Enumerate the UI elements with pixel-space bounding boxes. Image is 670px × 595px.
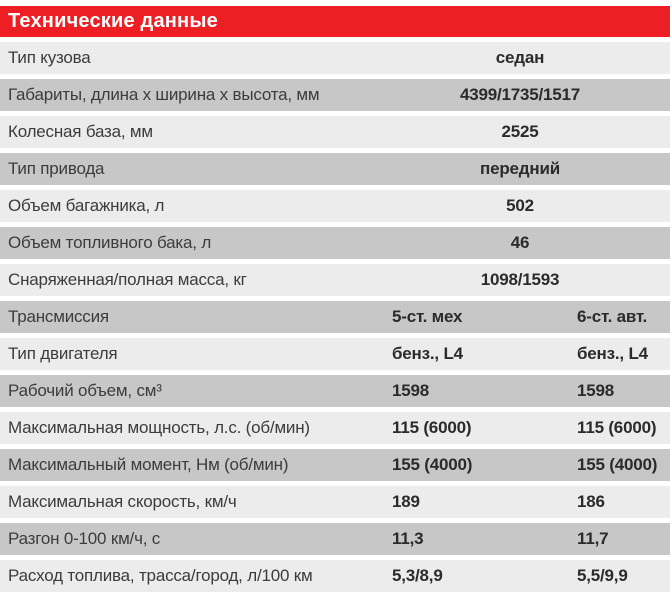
row-value: 502	[506, 196, 534, 215]
row-label: Колесная база, мм	[8, 122, 153, 141]
row-label: Тип привода	[8, 159, 105, 178]
row-label: Трансмиссия	[8, 307, 109, 326]
row-label: Разгон 0-100 км/ч, с	[8, 529, 161, 548]
row-value: 46	[510, 233, 530, 252]
row-value-manual: 189	[392, 492, 420, 511]
table-row	[0, 486, 670, 518]
table-row	[0, 153, 670, 185]
table-row	[0, 449, 670, 481]
row-label: Тип кузова	[8, 48, 91, 67]
table-row	[0, 227, 670, 259]
row-label: Рабочий объем, см³	[8, 381, 162, 400]
row-label: Объем багажника, л	[8, 196, 165, 215]
row-value-automatic: 1598	[577, 381, 615, 400]
table-row	[0, 42, 670, 74]
row-value-manual: бенз., L4	[392, 344, 463, 363]
row-label: Расход топлива, трасса/город, л/100 км	[8, 566, 313, 585]
row-value-automatic: 6-ст. авт.	[577, 307, 648, 326]
row-value: 1098/1593	[480, 270, 560, 289]
table-row	[0, 375, 670, 407]
table-row	[0, 412, 670, 444]
row-value: 2525	[501, 122, 539, 141]
row-value-automatic: 5,5/9,9	[577, 566, 628, 585]
table-row	[0, 190, 670, 222]
row-value-manual: 1598	[392, 381, 430, 400]
row-label: Снаряженная/полная масса, кг	[8, 270, 247, 289]
row-value-automatic: 155 (4000)	[577, 455, 658, 474]
row-label: Объем топливного бака, л	[8, 233, 212, 252]
row-value-manual: 155 (4000)	[392, 455, 473, 474]
table-row	[0, 116, 670, 148]
table-title: Технические данные	[8, 10, 218, 32]
row-label: Максимальный момент, Нм (об/мин)	[8, 455, 289, 474]
table-row	[0, 523, 670, 555]
row-value-manual: 11,3	[392, 529, 424, 548]
row-value-automatic: 11,7	[577, 529, 609, 548]
row-value-automatic: бенз., L4	[577, 344, 648, 363]
row-value-automatic: 115 (6000)	[577, 418, 657, 437]
table-row	[0, 79, 670, 111]
row-label: Тип двигателя	[8, 344, 118, 363]
row-value-automatic: 186	[577, 492, 605, 511]
row-value: 4399/1735/1517	[459, 85, 581, 104]
table-row	[0, 560, 670, 592]
table-title-bar	[0, 6, 670, 37]
row-label: Максимальная мощность, л.с. (об/мин)	[8, 418, 310, 437]
table-row	[0, 338, 670, 370]
row-label: Габариты, длина х ширина х высота, мм	[8, 85, 320, 104]
table-row	[0, 264, 670, 296]
row-value-manual: 5-ст. мех	[392, 307, 463, 326]
row-label: Максимальная скорость, км/ч	[8, 492, 237, 511]
row-value-manual: 115 (6000)	[392, 418, 472, 437]
row-value-manual: 5,3/8,9	[392, 566, 443, 585]
row-value: седан	[495, 48, 545, 67]
row-value: передний	[480, 159, 560, 178]
table-row-transmission-header	[0, 301, 670, 333]
